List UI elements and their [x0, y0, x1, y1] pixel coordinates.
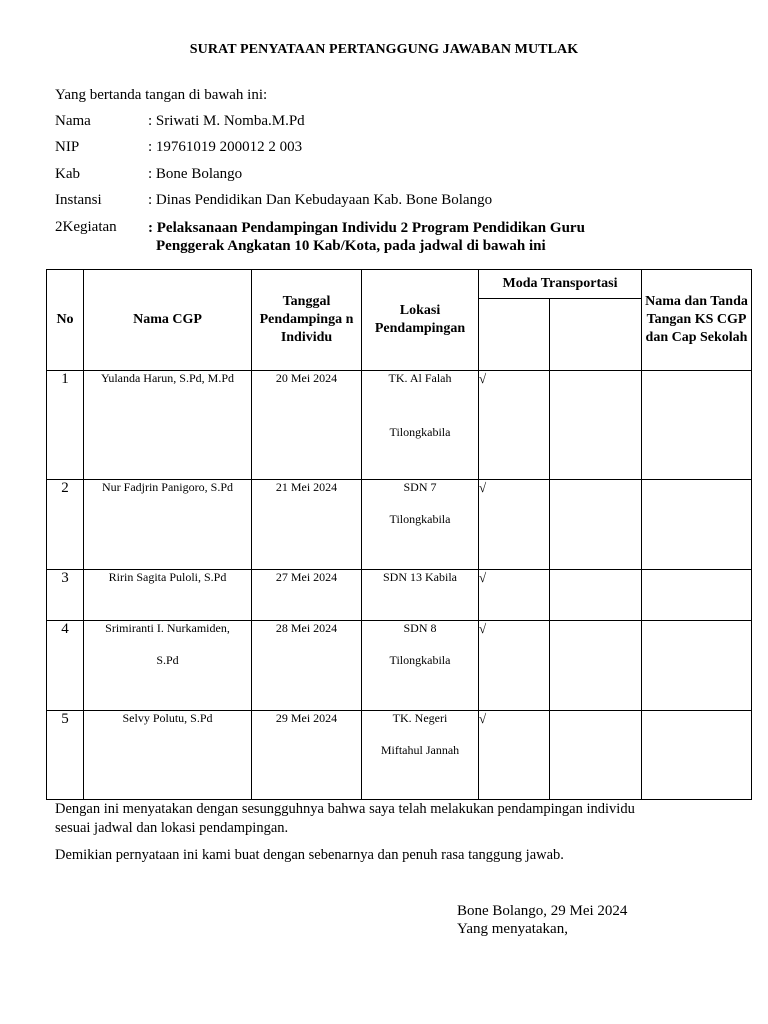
field-label: Nama [55, 113, 91, 129]
row-no: 5 [47, 711, 84, 800]
header-moda-transportasi: Moda Transportasi [479, 270, 642, 299]
field-value: : Dinas Pendidikan Dan Kebudayaan Kab. Bone Bolango [148, 192, 493, 208]
header-tanggal: Tanggal Pendampinga n Individu [252, 270, 362, 371]
row-no: 1 [47, 371, 84, 480]
field-label: Kab [55, 166, 80, 182]
lokasi-line2: Tilongkabila [389, 425, 451, 439]
table-header-row [47, 270, 752, 299]
row-no: 3 [47, 570, 84, 621]
header-tanda-tangan: Nama dan Tanda Tangan KS CGP dan Cap Sekolah [642, 270, 752, 371]
nama-line1: Srimiranti I. Nurkamiden, [105, 621, 230, 635]
field-label: NIP [55, 139, 80, 155]
lokasi-line1: SDN 8 [403, 621, 437, 635]
row-nama [84, 711, 252, 800]
lokasi-line1: TK. Negeri [392, 711, 448, 725]
document-title: SURAT PENYATAAN PERTANGGUNG JAWABAN MUTLAK [189, 42, 579, 57]
checkmark-icon: √ [479, 570, 550, 621]
signature-place-date: Bone Bolango, 29 Mei 2024 [457, 903, 628, 919]
row-tanggal: 20 Mei 2024 [252, 371, 362, 480]
table-row [47, 621, 752, 711]
statement-line2: sesuai jadwal dan lokasi pendampingan. [55, 820, 289, 836]
field-value-line1: : Pelaksanaan Pendampingan Individu 2 Program Pendidikan Guru [148, 220, 585, 236]
intro-text: Yang bertanda tangan di bawah ini: [55, 87, 268, 103]
row-signature-cell [642, 570, 752, 621]
lokasi-line1: TK. Al Falah [388, 371, 452, 385]
row-lokasi [362, 621, 479, 711]
row-moda-2 [550, 621, 642, 711]
nama-text: Nur Fadjrin Panigoro, S.Pd [101, 480, 233, 494]
row-nama [84, 621, 252, 711]
lokasi-line2: Tilongkabila [389, 512, 451, 526]
row-tanggal: 21 Mei 2024 [252, 480, 362, 570]
row-moda-2 [550, 480, 642, 570]
header-no: No [47, 270, 84, 371]
table-row [47, 371, 752, 480]
lokasi-line1: SDN 7 [403, 480, 437, 494]
statement-paragraph [55, 800, 635, 838]
signature-block [457, 902, 627, 938]
row-signature-cell [642, 621, 752, 711]
row-lokasi [362, 480, 479, 570]
row-lokasi: SDN 13 Kabila [362, 570, 479, 621]
nama-text: Selvy Polutu, S.Pd [122, 711, 213, 725]
row-nama [84, 480, 252, 570]
checkmark-icon: √ [479, 711, 550, 800]
row-lokasi [362, 371, 479, 480]
table-row [47, 570, 752, 621]
nama-text: Yulanda Harun, S.Pd, M.Pd [100, 371, 234, 385]
row-nama [84, 371, 252, 480]
closing-paragraph: Demikian pernyataan ini kami buat dengan sebenarnya dan penuh rasa tanggung jawab. [55, 847, 564, 863]
header-moda-sub-1 [479, 299, 550, 371]
field-value-line2: Penggerak Angkatan 10 Kab/Kota, pada jadwal di bawah ini [156, 238, 546, 254]
row-tanggal: 27 Mei 2024 [252, 570, 362, 621]
field-label: Instansi [55, 192, 102, 208]
row-tanggal: 28 Mei 2024 [252, 621, 362, 711]
table-row [47, 711, 752, 800]
row-moda-2 [550, 711, 642, 800]
row-moda-2 [550, 371, 642, 480]
nama-text: Ririn Sagita Puloli, S.Pd [108, 570, 227, 584]
row-signature-cell [642, 371, 752, 480]
header-nama-cgp: Nama CGP [84, 270, 252, 371]
field-label: 2Kegiatan [55, 219, 117, 235]
field-value: : 19761019 200012 2 003 [148, 139, 303, 155]
lokasi-line2: Tilongkabila [389, 653, 451, 667]
lokasi-line2: Miftahul Jannah [380, 743, 460, 757]
table-row [47, 480, 752, 570]
checkmark-icon: √ [479, 371, 550, 480]
row-tanggal: 29 Mei 2024 [252, 711, 362, 800]
row-no: 2 [47, 480, 84, 570]
row-moda-2 [550, 570, 642, 621]
row-nama [84, 570, 252, 621]
nama-line2: S.Pd [156, 653, 179, 667]
row-signature-cell [642, 711, 752, 800]
field-value: : Bone Bolango [148, 166, 243, 182]
row-no: 4 [47, 621, 84, 711]
statement-line1: Dengan ini menyatakan dengan sesungguhnya bahwa saya telah melakukan pendampingan individu [55, 801, 635, 817]
checkmark-icon: √ [479, 621, 550, 711]
checkmark-icon: √ [479, 480, 550, 570]
signature-role: Yang menyatakan, [457, 921, 568, 937]
field-value: : Sriwati M. Nomba.M.Pd [148, 113, 305, 129]
schedule-table [46, 269, 752, 800]
row-lokasi [362, 711, 479, 800]
header-moda-sub-2 [550, 299, 642, 371]
header-lokasi: Lokasi Pendampingan [362, 270, 479, 371]
row-signature-cell [642, 480, 752, 570]
